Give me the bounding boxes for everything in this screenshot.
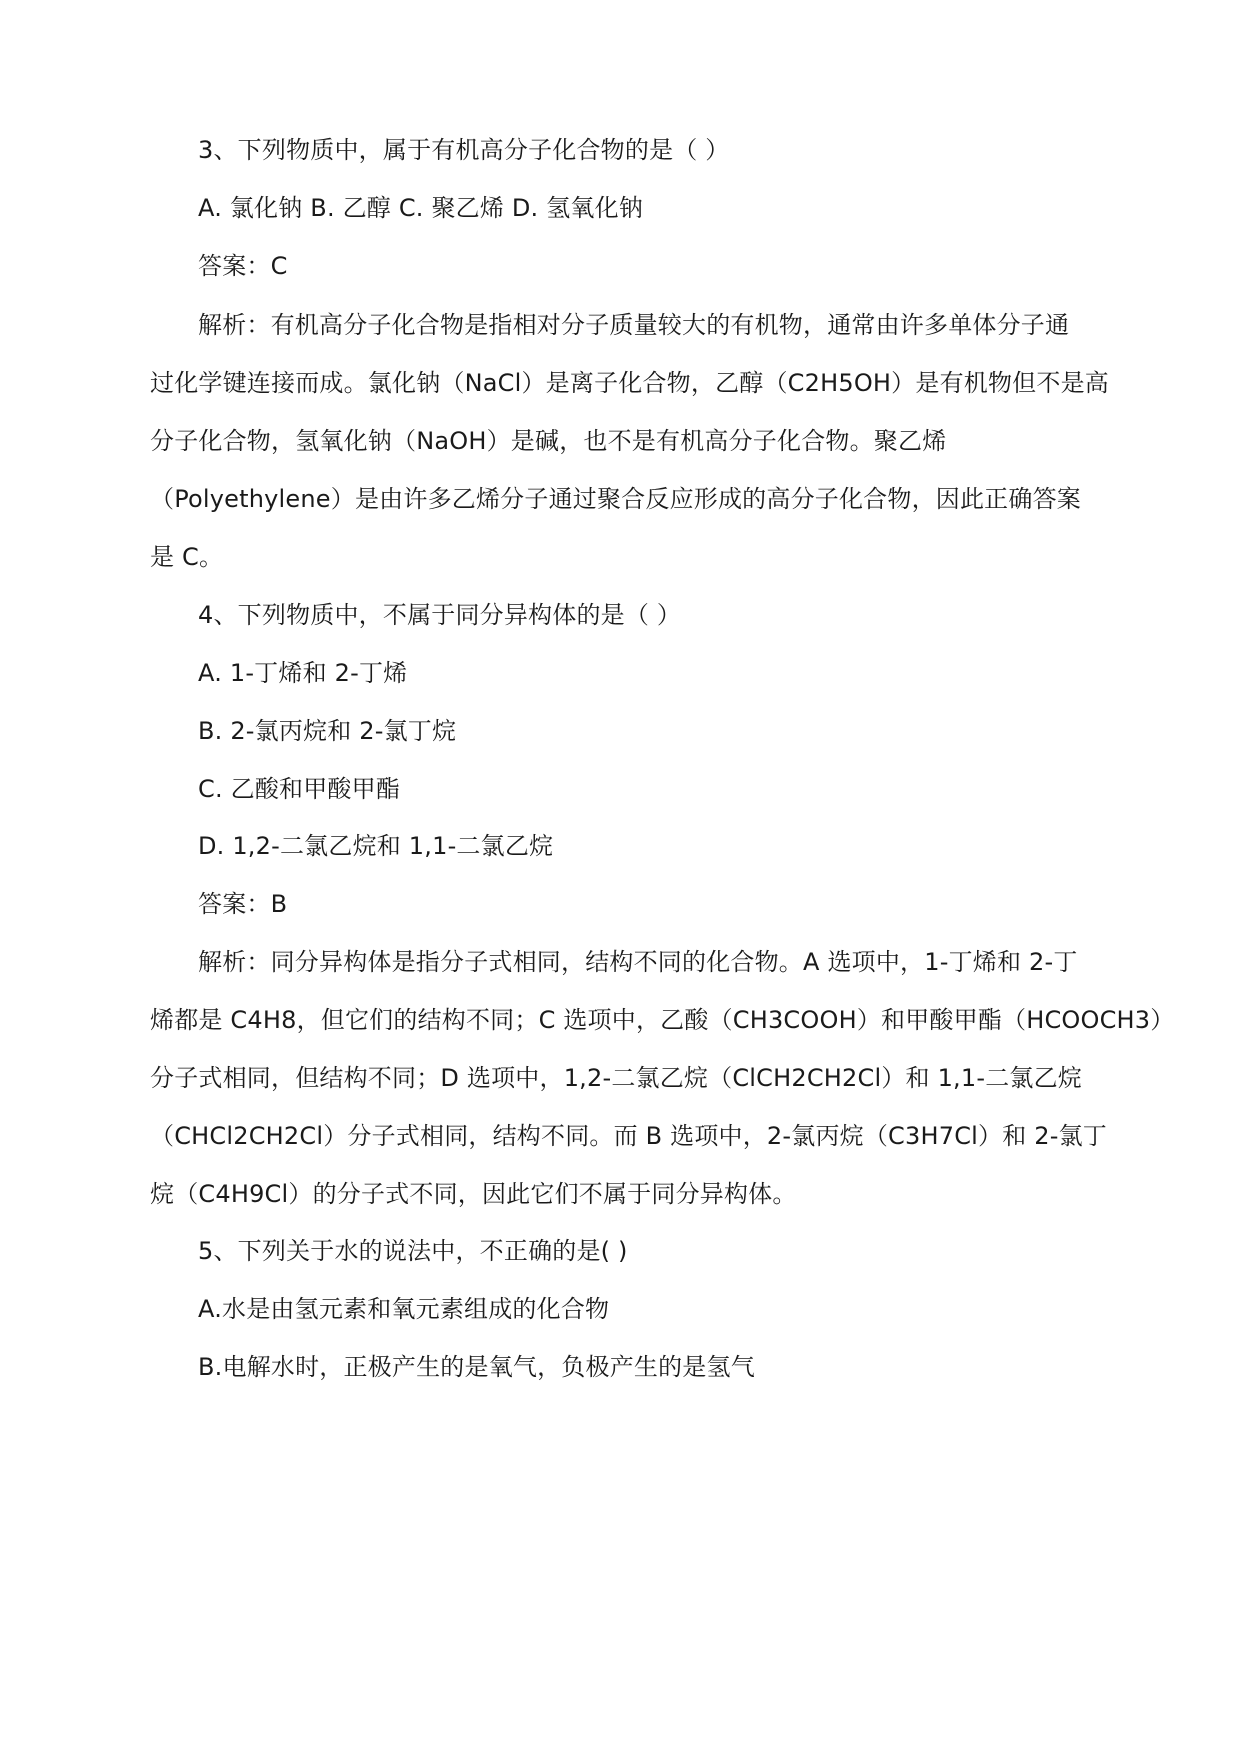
question-4-option-d: D. 1,2-二氯乙烷和 1,1-二氯乙烷 (198, 832, 554, 860)
question-4-option-c: C. 乙酸和甲酸甲酯 (198, 775, 401, 803)
question-3-answer: 答案：C (198, 252, 288, 280)
question-4-analysis-line: 分子式相同，但结构不同；D 选项中，1,2-二氯乙烷（ClCH2CH2Cl）和 1,1-二氯乙烷 (150, 1064, 1082, 1092)
question-5-stem: 5、下列关于水的说法中，不正确的是( ) (198, 1237, 628, 1265)
question-4-stem: 4、下列物质中，不属于同分异构体的是（ ） (198, 601, 682, 629)
question-3-analysis-line: （Polyethylene）是由许多乙烯分子通过聚合反应形成的高分子化合物，因此正确答案 (150, 485, 1081, 513)
question-4-option-b: B. 2-氯丙烷和 2-氯丁烷 (198, 717, 457, 745)
question-3-analysis-line: 分子化合物，氢氧化钠（NaOH）是碱，也不是有机高分子化合物。聚乙烯 (150, 427, 947, 455)
question-4-option-a: A. 1-丁烯和 2-丁烯 (198, 659, 408, 687)
question-5-option-a: A.水是由氢元素和氧元素组成的化合物 (198, 1295, 610, 1323)
question-3-options: A. 氯化钠 B. 乙醇 C. 聚乙烯 D. 氢氧化钠 (198, 194, 644, 222)
question-3-stem: 3、下列物质中，属于有机高分子化合物的是（ ） (198, 136, 730, 164)
question-3-analysis-line: 是 C。 (150, 543, 224, 571)
question-4-analysis-line: 解析：同分异构体是指分子式相同，结构不同的化合物。A 选项中，1-丁烯和 2-丁 (198, 948, 1078, 976)
question-4-analysis-line: 烷（C4H9Cl）的分子式不同，因此它们不属于同分异构体。 (150, 1180, 797, 1208)
question-4-analysis-line: 烯都是 C4H8，但它们的结构不同；C 选项中，乙酸（CH3COOH）和甲酸甲酯（HCOOCH3） (150, 1006, 1175, 1034)
question-4-answer: 答案：B (198, 890, 288, 918)
question-3-analysis-line: 过化学键连接而成。氯化钠（NaCl）是离子化合物，乙醇（C2H5OH）是有机物但不是高 (150, 369, 1109, 397)
question-5-option-b: B.电解水时，正极产生的是氧气，负极产生的是氢气 (198, 1353, 755, 1381)
question-4-analysis-line: （CHCl2CH2Cl）分子式相同，结构不同。而 B 选项中，2-氯丙烷（C3H7Cl）和 2-氯丁 (150, 1122, 1107, 1150)
question-3-analysis-line: 解析：有机高分子化合物是指相对分子质量较大的有机物，通常由许多单体分子通 (198, 311, 1070, 339)
